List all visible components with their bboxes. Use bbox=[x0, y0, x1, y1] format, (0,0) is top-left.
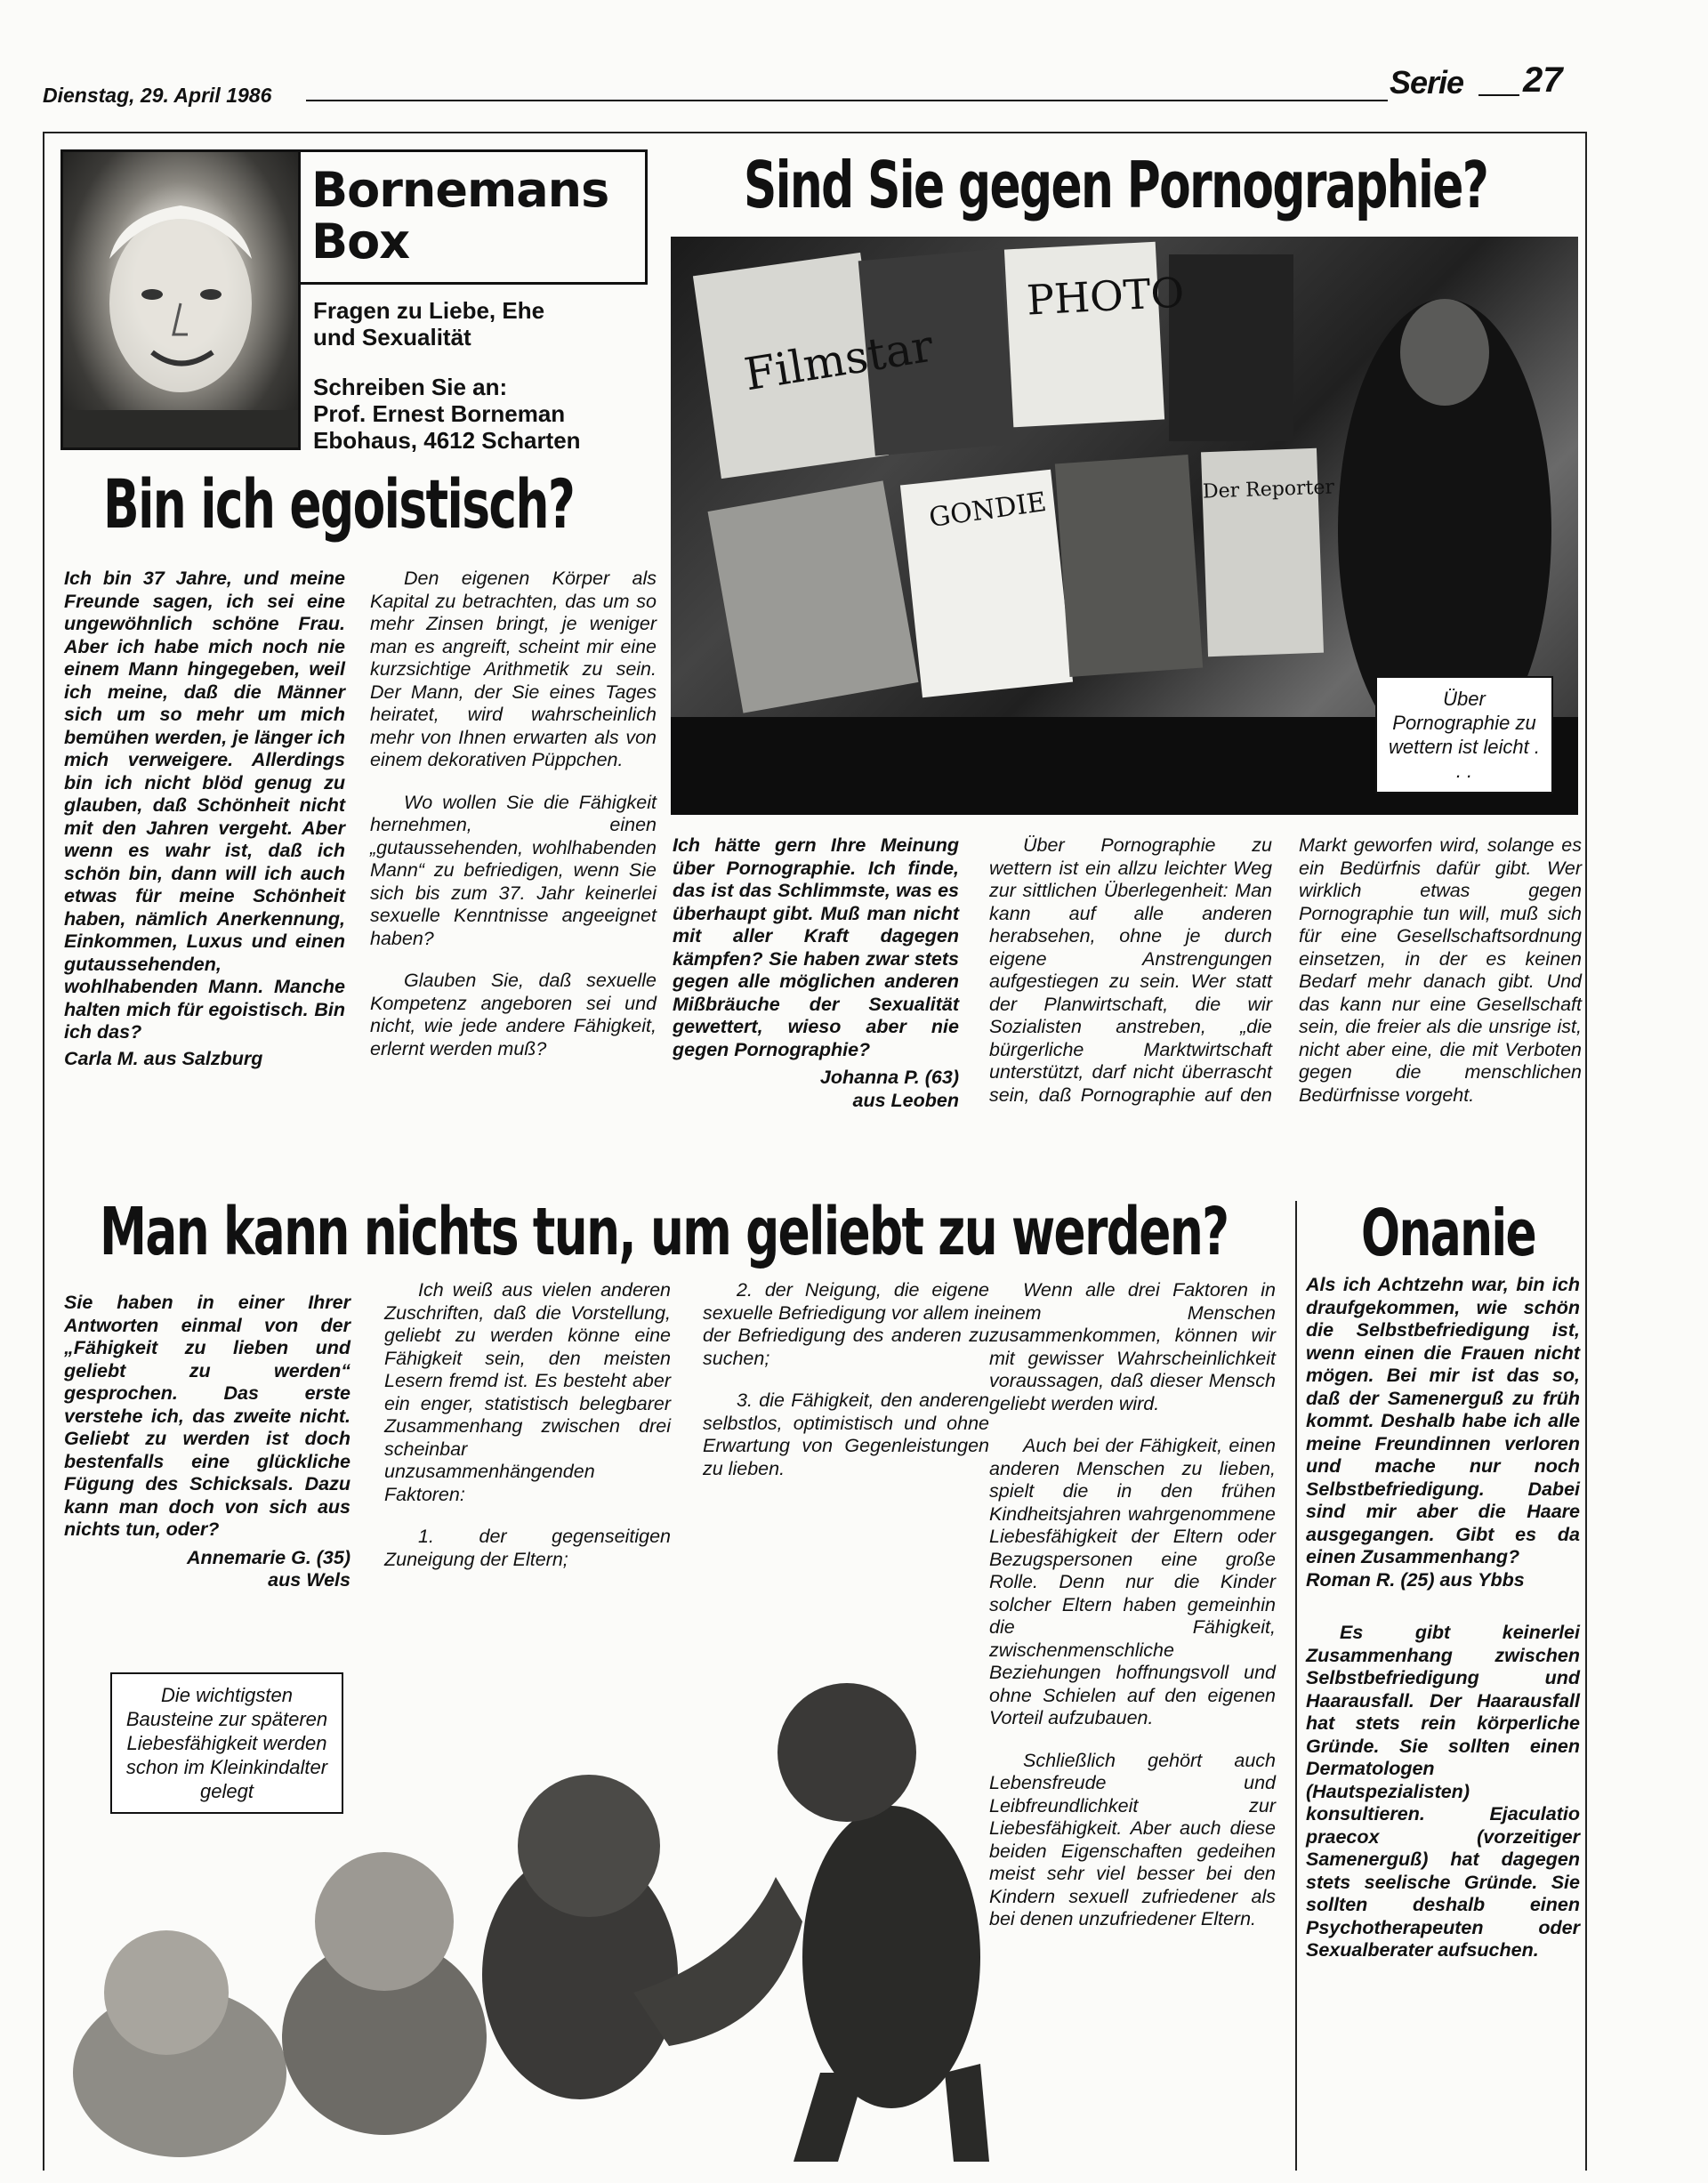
section-label: Serie bbox=[1390, 64, 1464, 101]
box-title-line2: Box bbox=[311, 213, 410, 270]
article3-answer-p2: 1. der gegenseitigen Zuneigung der Eltern; bbox=[384, 1526, 671, 1570]
article2-headline: Sind Sie gegen Pornographie? bbox=[744, 148, 1488, 222]
article1-answer-p1: Den eigenen Körper als Kapital zu betrachten, das um so mehr Zinsen bringt, je weniger man es angreift, scheint mir eine kurzsichtige Arithmetik zu sein. Der Mann, der Sie eines Tages heiratet, wird wahrscheinlich mehr von Ihnen erwarten als von einem dekorativen Püppchen. bbox=[370, 568, 657, 770]
author-photo bbox=[60, 149, 301, 450]
article3-signature-line1: Annemarie G. (35) bbox=[187, 1546, 350, 1568]
article3-answer-p7: Schließlich gehört auch Lebensfreude und Leibfreundlichkeit zur Liebesfähigkeit. Aber auch diese beiden Eigenschaften gedeihen meist sehr viel besser bei den Kindern sexuell zufriedener als bei denen unzufriedener Eltern. bbox=[989, 1749, 1276, 1929]
article1-question-column bbox=[64, 568, 345, 1090]
magazine-label-filmstar: Filmstar bbox=[740, 319, 937, 401]
magazine-label-photo: PHOTO bbox=[1025, 268, 1186, 325]
article2-signature-line2: aus Leoben bbox=[852, 1089, 959, 1111]
article3-question: Sie haben in einer Ihrer Antworten einmal von der „Fähigkeit zu lieben und geliebt zu werden“ gesprochen. Das erste verstehe ich, das zweite nicht. Geliebt zu werden ist doch bestenfalls eine glückliche Fügung des Schicksals. Dazu kann man doch von sich aus nichts tun, oder? bbox=[64, 1292, 350, 1540]
page-number: 27 bbox=[1523, 60, 1563, 100]
box-subtitle bbox=[313, 297, 544, 350]
article3-answer-p4: 3. die Fähigkeit, den anderen selbstlos, optimistisch und ohne Erwartung von Gegenleistungen zu lieben. bbox=[703, 1390, 989, 1479]
box-address-line1: Schreiben Sie an: bbox=[313, 374, 508, 400]
article3-answer-p1: Ich weiß aus vielen anderen Zuschriften, daß die Vorstellung, geliebt zu werden könne eine Fähigkeit sein, den meisten Lesern fremd ist. Es besteht aber ein enger, statistisch belegbarer Zusammenhang zwischen drei scheinbar unzusammenhängenden Faktoren: bbox=[384, 1279, 671, 1505]
box-address bbox=[313, 374, 581, 454]
article2-answer-column bbox=[989, 834, 1582, 1183]
box-subtitle-line1: Fragen zu Liebe, Ehe bbox=[313, 297, 545, 324]
children-photo-caption: Die wichtigsten Bausteine zur späteren Liebesfähigkeit werden schon im Kleinkindalter gelegt bbox=[110, 1672, 343, 1814]
box-address-line2: Prof. Ernest Borneman bbox=[313, 400, 566, 427]
article1-answer-p3: Glauben Sie, daß sexuelle Kompetenz angeboren sei und nicht, wie jede andere Fähigkeit, erlernt werden muß? bbox=[370, 970, 657, 1059]
article1-question: Ich bin 37 Jahre, und meine Freunde sagen, ich sei eine ungewöhnlich schöne Frau. Aber ich habe mich noch nie einem Mann hingegeben, weil ich meine, daß die Männer sich um so mehr um mich bemühen werden, je länger ich mich verweigere. Allerdings bin ich nicht blöd genug zu glauben, daß Schönheit nicht mit den Jahren vergeht. Aber wenn es wahr ist, daß ich schön bin, dann will ich auch etwas für meine Schönheit haben, nämlich Anerkennung, Einkommen, Luxus und einen gutaussehenden, wohlhabenden Mann. Manche halten mich für egoistisch. Bin ich das? bbox=[64, 568, 345, 1043]
section-rule bbox=[1478, 94, 1519, 96]
article1-answer-p2: Wo wollen Sie die Fähigkeit hernehmen, einen „gutaussehenden, wohlhabenden Mann“ zu befriedigen, wenn Sie sich bis zum 37. Jahr keinerlei sexuelle Kenntnisse angeeignet haben? bbox=[370, 791, 657, 949]
article4-headline: Onanie bbox=[1361, 1196, 1536, 1270]
box-address-line3: Ebohaus, 4612 Scharten bbox=[313, 427, 581, 454]
author-portrait-icon bbox=[63, 152, 298, 447]
header-rule bbox=[306, 100, 1388, 101]
article1-answer-column bbox=[370, 568, 657, 1080]
article3-answer-p3: 2. der Neigung, die eigene sexuelle Befriedigung vor allem in der Befriedigung des anderen zu suchen; bbox=[703, 1279, 989, 1369]
magazine-label-gondie: GONDIE bbox=[927, 486, 1049, 535]
article3-answer-column-c bbox=[989, 1279, 1276, 1951]
box-subtitle-line2: und Sexualität bbox=[313, 324, 471, 350]
box-title-line1: Bornemans bbox=[311, 162, 609, 218]
article2-answer-p1: Über Pornographie zu wettern ist ein allzu leichter Weg zur sittlichen Überlegenheit: Man kann auf alle anderen herabsehen, ohne je durch eigene Anstrengungen aufgestiegen zu sein. Wer statt der Planwirtschaft, die wir Sozialisten anstreben, „die bürgerliche Marktwirtschaft unterstützt, darf nicht überrascht sein, daß Pornographie auf den Markt geworfen wird, solange es ein Bedürfnis dafür gibt. Wer wirklich etwas gegen Pornographie tun will, muß sich für eine Gesellschaftsordnung einsetzen, in der es keinen Bedarf mehr danach gibt. Und das kann nur eine Gesellschaft sein, die freier als die unsrige ist, nicht aber eine, die mit Verboten gegen die menschlichen Bedürfnisse vorgeht. bbox=[989, 834, 1582, 1106]
article3-question-column bbox=[64, 1292, 350, 1592]
article1-headline: Bin ich egoistisch? bbox=[103, 464, 575, 544]
magazine-label-reporter: Der Reporter bbox=[1202, 476, 1335, 503]
article2-question: Ich hätte gern Ihre Meinung über Pornographie. Ich finde, das ist das Schlimmste, was es überhaupt gibt. Muß man nicht mit aller Kraft dagegen kämpfen? Sie haben zwar stets gegen alle möglichen anderen Mißbräuche der Sexualität gewettert, wieso aber nie gegen Pornographie? bbox=[673, 834, 959, 1060]
article2-question-column bbox=[673, 834, 959, 1112]
article4-question: Als ich Achtzehn war, bin ich draufgekommen, wie schön die Selbstbefriedigung ist, wenn einen die Frauen nicht mögen. Bei mir ist das so, daß der Samenerguß zu früh kommt. Deshalb habe ich alle meine Freundinnen verloren und mache nur noch Selbstbefriedigung. Dabei sind mir aber die Haare ausgegangen. Gibt es da einen Zusammenhang? bbox=[1306, 1274, 1580, 1567]
article3-signature-line2: aus Wels bbox=[268, 1569, 350, 1591]
article3-answer-column-b bbox=[703, 1279, 989, 1500]
article3-headline: Man kann nichts tun, um geliebt zu werden? bbox=[100, 1194, 1229, 1270]
article4-signature: Roman R. (25) aus Ybbs bbox=[1306, 1568, 1525, 1591]
article3-answer-p5: Wenn alle drei Faktoren in einem Menschen zusammenkommen, können wir mit gewisser Wahrscheinlichkeit voraussagen, daß dieser Mensch geliebt werden wird. bbox=[989, 1279, 1276, 1414]
column-divider-vertical bbox=[1295, 1201, 1297, 2171]
article4-answer: Es gibt keinerlei Zusammenhang zwischen Selbstbefriedigung und Haarausfall. Der Haarausfall hat stets rein körperliche Gründe. Sie sollten einen Dermatologen (Hautspezialisten) konsultieren. Ejaculatio praecox (vorzeitiger Samenerguß) hat dagegen stets seelische Gründe. Sie sollten deshalb einen Psychotherapeuten oder Sexualberater aufsuchen. bbox=[1306, 1622, 1580, 1961]
article3-answer-p6: Auch bei der Fähigkeit, einen anderen Menschen zu lieben, spielt die in den frühen Kindheitsjahren wahrgenommene Liebesfähigkeit der Eltern oder Bezugspersonen eine große Rolle. Denn nur die Kinder solcher Eltern haben gemeinhin die Fähigkeit, zwischenmenschliche Beziehungen hoffnungsvoll und ohne Schielen auf den eigenen Vorteil aufzubauen. bbox=[989, 1435, 1276, 1728]
article1-signature: Carla M. aus Salzburg bbox=[64, 1047, 263, 1069]
article4-column bbox=[1306, 1274, 1580, 1982]
issue-date: Dienstag, 29. April 1986 bbox=[43, 84, 272, 107]
newsstand-photo-caption: Über Pornographie zu wettern ist leicht . . . bbox=[1375, 676, 1553, 793]
article2-signature-line1: Johanna P. (63) bbox=[819, 1067, 959, 1088]
box-title-frame bbox=[299, 149, 648, 285]
article3-answer-column-a bbox=[384, 1279, 671, 1591]
